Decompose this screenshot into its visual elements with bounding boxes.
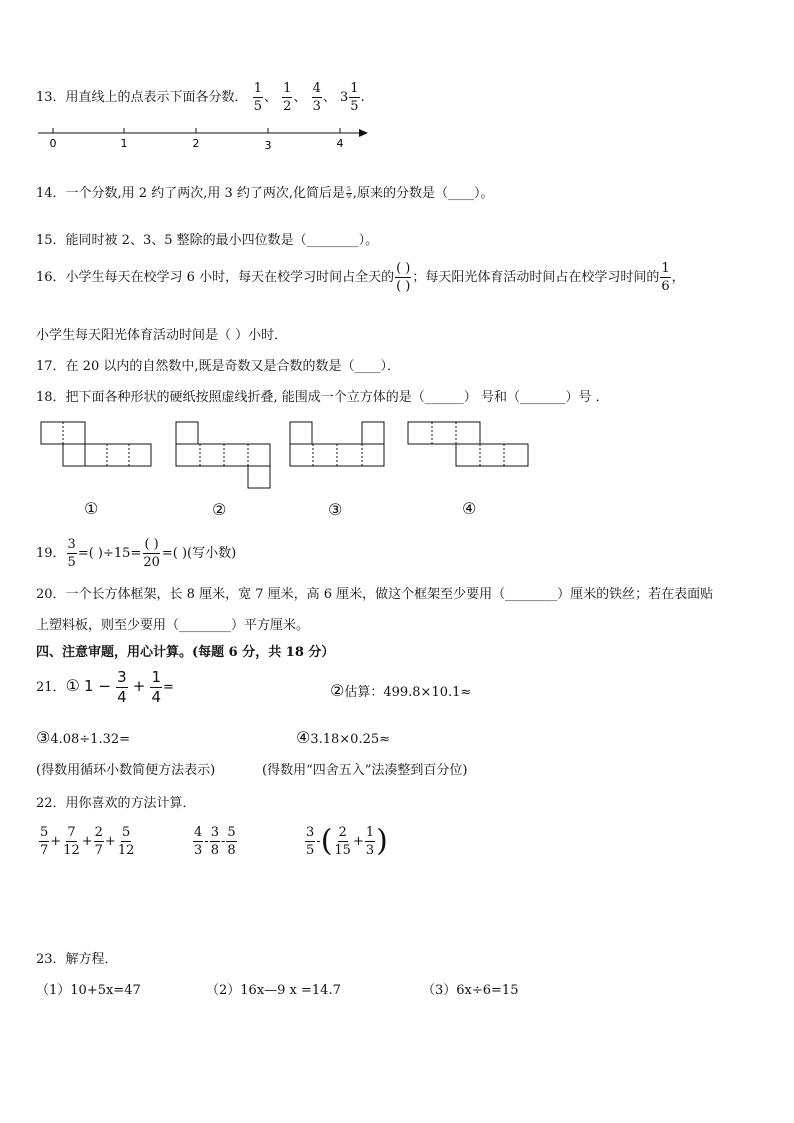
equation-2: （2）16x—9 x =14.7 — [206, 983, 341, 998]
question-21-part3: ③4.08÷1.32= — [36, 728, 131, 747]
mixed-number: 3 $\frac{1}{5}$ — [340, 81, 359, 114]
cube-net-4 — [408, 422, 528, 466]
expression-3: $\frac{3}{5}$ -( $\frac{2}{15}$ + $\frac{1}{3}$ ) — [306, 823, 388, 859]
question-20-line1: 20．一个长方体框架，长 8 厘米，宽 7 厘米，高 6 厘米，做这个框架至少要用（________）厘米的铁丝；若在表面贴 — [36, 587, 714, 602]
net-label-1: ① — [84, 499, 99, 518]
fraction-3-4: $\frac{3}{4}$ — [117, 668, 127, 706]
mark-1: ① — [65, 676, 80, 695]
question-21-part1: 21．① 1 − $\frac{3}{4}$ + $\frac{1}{4}$ = — [36, 668, 174, 706]
cube-net-3 — [290, 422, 384, 466]
fraction-1-5: $\frac{1}{5}$ — [253, 81, 262, 114]
question-15: 15．能同时被 2、3、5 整除的最小四位数是（________）。 — [36, 233, 379, 248]
net-label-2: ② — [212, 500, 227, 519]
tick-label-0: 0 — [49, 137, 57, 150]
question-16: 16．小学生每天在校学习 6 小时，每天在校学习时间占全天的 $\frac{( )}{( )}$ ；每天阳光体育活动时间占在校学习时间的 $\frac{1}{6}$ ， — [36, 261, 685, 294]
question-19: 19． $\frac{3}{5}$ =( )÷15= $\frac{( )}{20}$ =( )(写小数) — [36, 537, 237, 570]
tick-label-4: 4 — [336, 137, 344, 150]
fraction-5-9: $\frac{5}{9}$ — [347, 186, 351, 200]
question-23: 23．解方程． — [36, 952, 118, 967]
section-heading: 四、注意审题，用心计算。(每题 6 分，共 18 分） — [36, 645, 335, 660]
cube-net-2 — [176, 422, 270, 488]
question-13: 13．用直线上的点表示下面各分数． $\frac{1}{5}$ 、 $\frac{1}{2}$ 、 $\frac{4}{3}$ 、 3 $\frac{1}{5}$ . — [36, 81, 365, 114]
question-22: 22．用你喜欢的方法计算． — [36, 796, 196, 811]
tick-label-3: 3 — [264, 139, 272, 152]
question-16-line2: 小学生每天阳光体育活动时间是（ ）小时． — [36, 328, 288, 343]
tick-label-1: 1 — [120, 137, 128, 150]
fraction-1-6: $\frac{1}{6}$ — [661, 261, 670, 294]
cube-net-1 — [41, 422, 151, 466]
question-13-text: 13．用直线上的点表示下面各分数． — [36, 90, 248, 105]
question-21-note1: (得数用循环小数简便方法表示) — [36, 763, 216, 778]
question-20-line2: 上塑料板，则至少要用（________）平方厘米。 — [36, 618, 310, 633]
fraction-1-4: $\frac{1}{4}$ — [151, 668, 162, 706]
net-label-3: ③ — [328, 500, 343, 519]
question-21-part2: ②估算：499.8×10.1≈ — [330, 681, 472, 700]
question-21-part4: ④3.18×0.25≈ — [296, 728, 391, 747]
question-18: 18．把下面各种形状的硬纸按照虚线折叠, 能围成一个立方体的是（______） 号和（_______）号 ． — [36, 390, 609, 405]
question-14: 14．一个分数,用 2 约了两次,用 3 约了两次,化简后是 $\frac{5}{9}$ ,原来的分数是（____）。 — [36, 186, 494, 201]
blank-over-20: $\frac{( )}{20}$ — [143, 537, 160, 570]
tick-label-2: 2 — [192, 137, 200, 150]
fraction-4-3: $\frac{4}{3}$ — [312, 81, 321, 114]
question-21-note2: (得数用“四舍五入”法凑整到百分位) — [262, 763, 468, 778]
fraction-1-2: $\frac{1}{2}$ — [283, 81, 292, 114]
cube-nets-figure — [38, 420, 538, 494]
net-label-4: ④ — [462, 499, 477, 518]
blank-fraction: $\frac{( )}{( )}$ — [396, 261, 411, 294]
expression-2: $\frac{4}{3}$ - $\frac{3}{8}$ - $\frac{5}{8}$ — [194, 825, 236, 858]
expression-1: $\frac{5}{7}$ + $\frac{7}{12}$ + $\frac{2}{7}$ + $\frac{5}{12}$ — [40, 825, 135, 858]
equation-3: （3）6x÷6=15 — [422, 983, 519, 998]
fraction-3-5: $\frac{3}{5}$ — [67, 537, 76, 570]
number-line — [34, 124, 374, 152]
equation-1: （1）10+5x=47 — [36, 983, 141, 998]
question-17: 17．在 20 以内的自然数中,既是奇数又是合数的数是（____）． — [36, 359, 400, 374]
